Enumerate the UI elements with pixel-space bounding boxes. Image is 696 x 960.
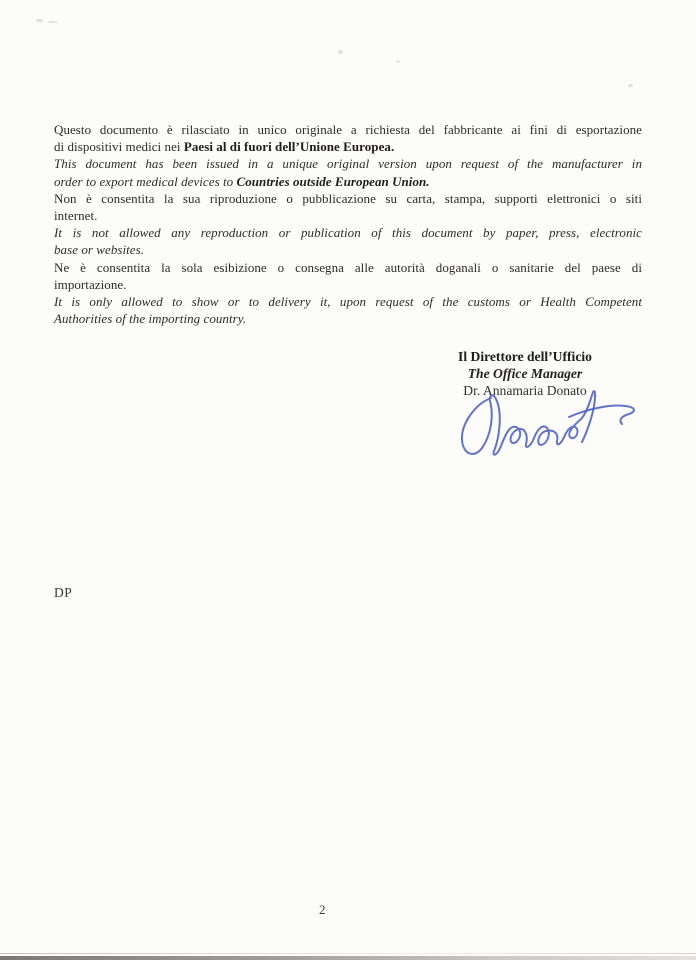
document-line — [54, 293, 642, 310]
scan-edge-thin-line — [0, 953, 696, 954]
text-segment: This document has been issued in a unique original version upon request of the manufacturer in — [54, 156, 642, 172]
document-line — [54, 155, 642, 172]
signature-path — [462, 391, 595, 455]
signature-block — [400, 348, 650, 400]
scan-speck — [396, 60, 400, 63]
scan-speck — [628, 84, 633, 87]
scan-speck — [36, 19, 43, 22]
scan-speck — [338, 50, 343, 54]
text-segment: order to export medical devices to — [54, 173, 237, 189]
text-segment: It is only allowed to show or to delivery it, upon request of the customs or Health Competent — [54, 293, 642, 309]
document-line — [54, 207, 642, 224]
signatory-title-english: The Office Manager — [467, 366, 583, 382]
document-line — [54, 310, 642, 327]
text-segment: Paesi al di fuori dell’Unione Europea. — [183, 139, 395, 155]
document-line — [54, 121, 642, 138]
signature-flourish-path — [569, 406, 634, 424]
document-line — [54, 276, 642, 293]
text-segment: Authorities of the importing country. — [54, 311, 247, 327]
text-segment: di dispositivi medici nei — [54, 139, 184, 155]
signatory-title-italian: Il Direttore dell’Ufficio — [458, 349, 592, 364]
text-segment: importazione. — [54, 276, 127, 292]
document-body — [54, 121, 642, 327]
page-number: 2 — [319, 902, 326, 917]
document-line — [54, 241, 642, 258]
text-segment: internet. — [54, 207, 98, 223]
document-line — [54, 173, 642, 190]
text-segment: Ne è consentita la sola esibizione o consegna alle autorità doganali o sanitarie del paese di — [54, 259, 642, 275]
document-line — [54, 190, 642, 207]
signatory-name: Dr. Annamaria Donato — [463, 383, 587, 399]
document-line — [54, 138, 642, 155]
text-segment: It is not allowed any reproduction or publication of this document by paper, press, electronic — [54, 225, 642, 241]
document-line — [54, 259, 642, 276]
text-segment: Non è consentita la sua riproduzione o pubblicazione su carta, stampa, supporti elettronici o siti — [54, 190, 642, 206]
document-line — [54, 224, 642, 241]
text-segment: Countries outside European Union. — [236, 173, 430, 189]
footer-initials: DP — [54, 585, 73, 600]
text-segment: base or websites. — [54, 242, 145, 258]
scan-edge-shadow — [0, 956, 696, 960]
text-segment: Questo documento è rilasciato in unico originale a richiesta del fabbricante ai fini di esportazione — [54, 122, 642, 137]
scan-speck — [48, 21, 57, 23]
